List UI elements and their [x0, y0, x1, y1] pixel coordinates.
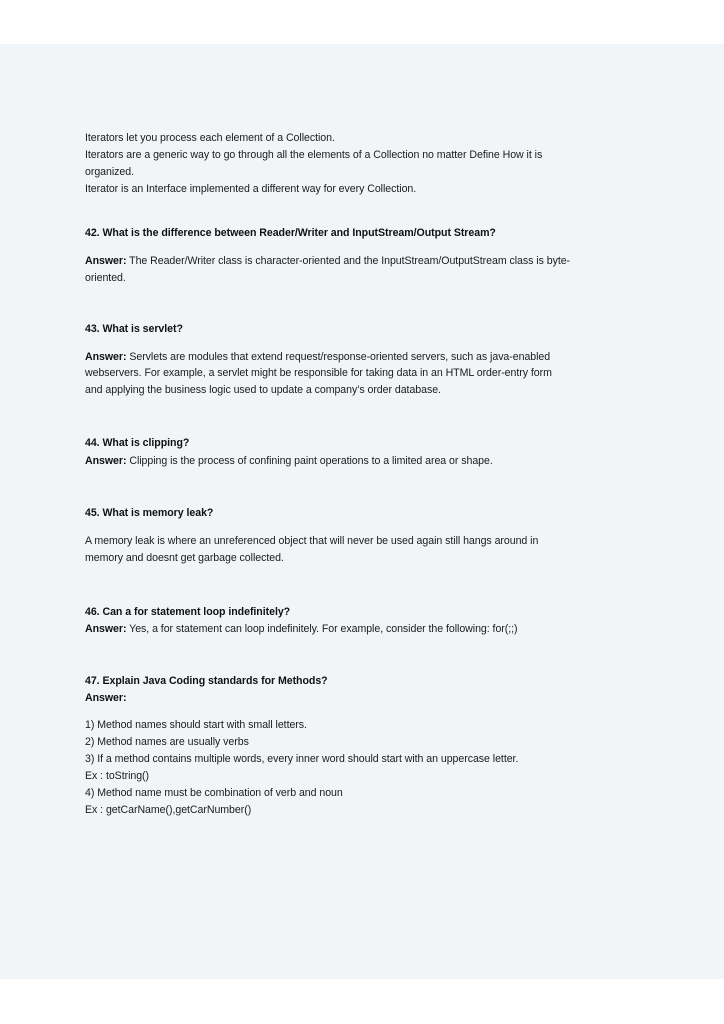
question-45-answer-line: memory and doesnt get garbage collected. [85, 552, 284, 564]
intro-line: organized. [85, 166, 134, 178]
answer-text: Servlets are modules that extend request/response-oriented servers, such as java-enabled [126, 351, 551, 363]
document-page [0, 44, 724, 979]
question-43-answer-line: webservers. For example, a servlet might be responsible for taking data in an HTML order-entry form [85, 367, 552, 379]
question-47-answer-label: Answer: [85, 692, 127, 704]
question-46-heading: 46. Can a for statement loop indefinitely? [85, 606, 291, 618]
question-45-heading: 45. What is memory leak? [85, 507, 214, 519]
intro-line: Iterator is an Interface implemented a different way for every Collection. [85, 183, 417, 195]
question-42-answer-line: oriented. [85, 272, 126, 284]
question-45-answer-line: A memory leak is where an unreferenced object that will never be used again still hangs around in [85, 535, 539, 547]
answer-label: Answer: [85, 351, 127, 363]
question-47-heading: 47. Explain Java Coding standards for Methods? [85, 675, 328, 687]
answer-label: Answer: [85, 455, 127, 467]
question-43-heading: 43. What is servlet? [85, 323, 183, 335]
answer-label: Answer: [85, 623, 127, 635]
question-47-list-item: 2) Method names are usually verbs [85, 736, 249, 748]
answer-text: Clipping is the process of confining paint operations to a limited area or shape. [126, 455, 493, 467]
answer-text: The Reader/Writer class is character-oriented and the InputStream/OutputStream class is byte- [126, 255, 571, 267]
question-47-example: Ex : getCarName(),getCarNumber() [85, 804, 252, 816]
intro-line: Iterators are a generic way to go through all the elements of a Collection no matter Define How it is [85, 149, 543, 161]
question-44-answer-line [85, 454, 493, 468]
question-42-answer-line [85, 254, 570, 268]
question-47-example: Ex : toString() [85, 770, 150, 782]
question-47-list-item: 4) Method name must be combination of verb and noun [85, 787, 343, 799]
question-44-heading: 44. What is clipping? [85, 437, 190, 449]
question-43-answer-line: and applying the business logic used to update a company’s order database. [85, 384, 441, 396]
question-47-list-item: 3) If a method contains multiple words, every inner word should start with an uppercase letter. [85, 753, 519, 765]
question-47-list-item: 1) Method names should start with small letters. [85, 719, 307, 731]
answer-label: Answer: [85, 255, 127, 267]
question-43-answer-line [85, 350, 550, 364]
question-46-answer-line [85, 622, 518, 636]
question-42-heading: 42. What is the difference between Reader/Writer and InputStream/Output Stream? [85, 227, 496, 239]
answer-text: Yes, a for statement can loop indefinitely. For example, consider the following: for(;;) [126, 623, 518, 635]
intro-line: Iterators let you process each element of a Collection. [85, 132, 335, 144]
